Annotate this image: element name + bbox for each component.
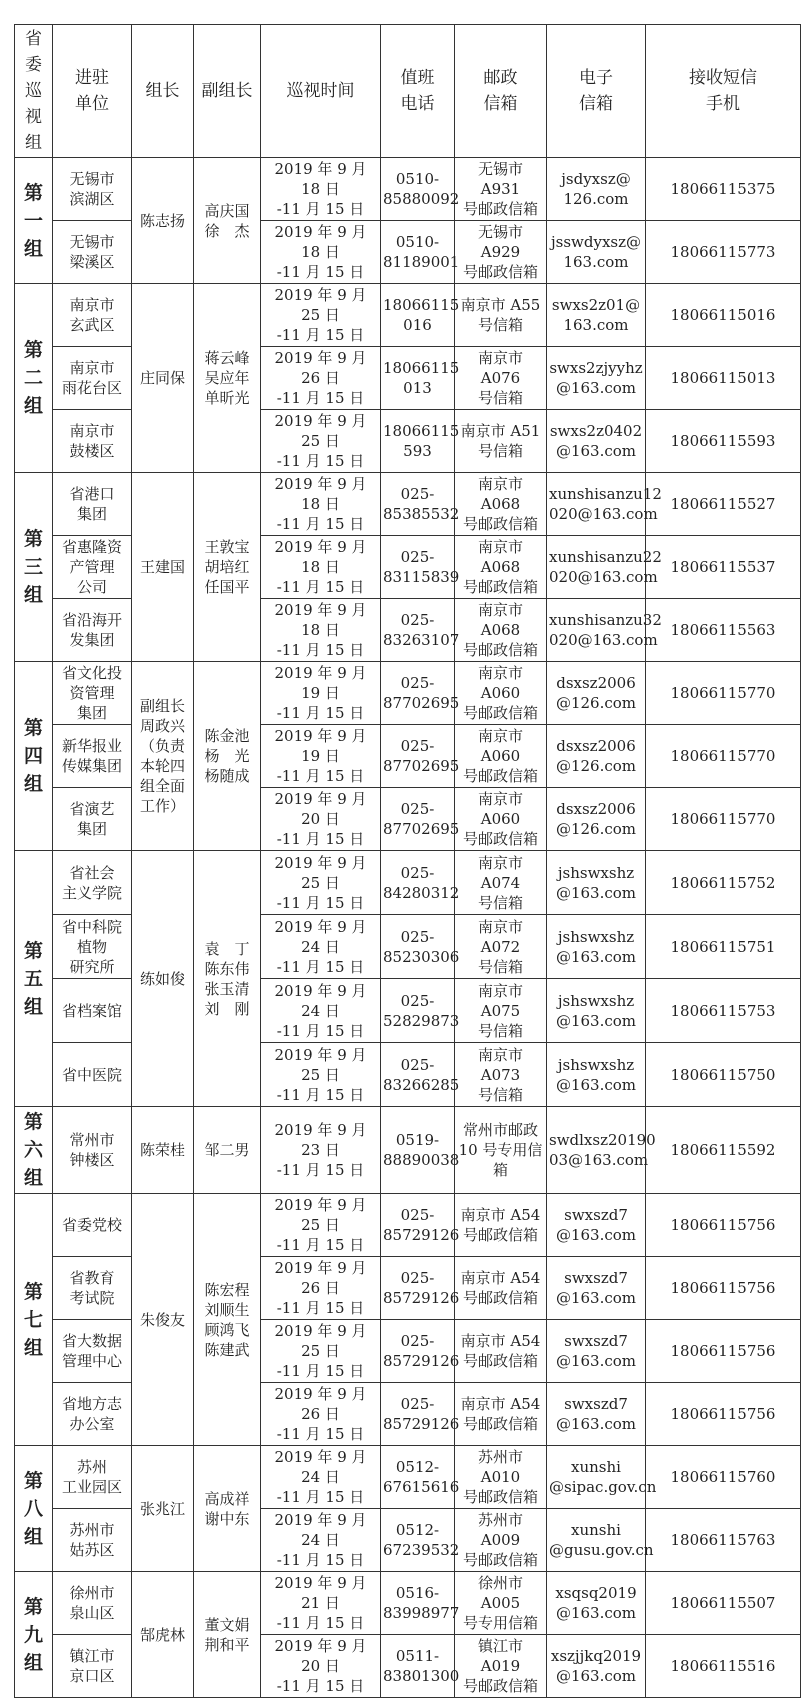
email-cell: xunshisanzu32 020@163.com [547, 599, 646, 662]
sms-cell: 18066115756 [646, 1320, 801, 1383]
header-email: 电子 信箱 [547, 25, 646, 158]
unit-cell: 无锡市 滨湖区 [53, 158, 132, 221]
table-row [15, 158, 801, 221]
deputy-cell: 王敦宝 胡培红 任国平 [194, 473, 261, 662]
leader-cell: 郜虎林 [132, 1572, 194, 1698]
phone-cell: 025- 87702695 [381, 788, 455, 851]
header-leader: 组长 [132, 25, 194, 158]
phone-cell: 18066115 013 [381, 347, 455, 410]
time-cell: 2019 年 9 月 18 日 -11 月 15 日 [261, 536, 381, 599]
email-cell: jsdyxsz@ 126.com [547, 158, 646, 221]
email-cell: swxs2z01@ 163.com [547, 284, 646, 347]
time-cell: 2019 年 9 月 18 日 -11 月 15 日 [261, 599, 381, 662]
unit-cell: 南京市 雨花台区 [53, 347, 132, 410]
sms-cell: 18066115537 [646, 536, 801, 599]
time-cell: 2019 年 9 月 26 日 -11 月 15 日 [261, 1383, 381, 1446]
unit-cell: 镇江市 京口区 [53, 1635, 132, 1698]
time-cell: 2019 年 9 月 24 日 -11 月 15 日 [261, 1446, 381, 1509]
email-cell: jshswxshz @163.com [547, 851, 646, 915]
phone-cell: 0510- 85880092 [381, 158, 455, 221]
email-cell: swxszd7 @163.com [547, 1257, 646, 1320]
unit-cell: 新华报业 传媒集团 [53, 725, 132, 788]
header-deputy: 副组长 [194, 25, 261, 158]
unit-cell: 南京市 玄武区 [53, 284, 132, 347]
unit-cell: 省沿海开 发集团 [53, 599, 132, 662]
unit-cell: 省中医院 [53, 1043, 132, 1107]
time-cell: 2019 年 9 月 18 日 -11 月 15 日 [261, 221, 381, 284]
phone-cell: 025- 87702695 [381, 725, 455, 788]
time-cell: 2019 年 9 月 19 日 -11 月 15 日 [261, 725, 381, 788]
time-cell: 2019 年 9 月 23 日 -11 月 15 日 [261, 1107, 381, 1194]
deputy-cell: 陈宏程 刘顺生 顾鸿飞 陈建武 [194, 1194, 261, 1446]
email-cell: xunshisanzu22 020@163.com [547, 536, 646, 599]
group-name: 第 八 组 [15, 1446, 53, 1572]
group-name: 第 四 组 [15, 662, 53, 851]
unit-cell: 省社会 主义学院 [53, 851, 132, 915]
leader-cell: 副组长 周政兴 （负责 本轮四 组全面 工作） [132, 662, 194, 851]
sms-cell: 18066115750 [646, 1043, 801, 1107]
phone-cell: 025- 85729126 [381, 1320, 455, 1383]
unit-cell: 省中科院 植物 研究所 [53, 915, 132, 979]
postbox-cell: 南京市 A074 号信箱 [455, 851, 547, 915]
header-phone: 值班 电话 [381, 25, 455, 158]
leader-cell: 陈志扬 [132, 158, 194, 284]
deputy-cell: 蒋云峰 吴应年 单昕光 [194, 284, 261, 473]
postbox-cell: 徐州市 A005 号专用信箱 [455, 1572, 547, 1635]
postbox-cell: 无锡市 A931 号邮政信箱 [455, 158, 547, 221]
group-name: 第 三 组 [15, 473, 53, 662]
header-time: 巡视时间 [261, 25, 381, 158]
postbox-cell: 南京市 A55 号信箱 [455, 284, 547, 347]
sms-cell: 18066115563 [646, 599, 801, 662]
email-cell: xunshisanzu12 020@163.com [547, 473, 646, 536]
postbox-cell: 南京市 A51 号信箱 [455, 410, 547, 473]
postbox-cell: 南京市 A54 号邮政信箱 [455, 1194, 547, 1257]
time-cell: 2019 年 9 月 26 日 -11 月 15 日 [261, 347, 381, 410]
deputy-cell: 邹二男 [194, 1107, 261, 1194]
phone-cell: 025- 87702695 [381, 662, 455, 725]
phone-cell: 025- 83115839 [381, 536, 455, 599]
table-row [15, 473, 801, 536]
sms-cell: 18066115752 [646, 851, 801, 915]
postbox-cell: 南京市 A54 号邮政信箱 [455, 1320, 547, 1383]
email-cell: swxszd7 @163.com [547, 1194, 646, 1257]
table-row [15, 1107, 801, 1194]
phone-cell: 025- 85729126 [381, 1194, 455, 1257]
unit-cell: 省档案馆 [53, 979, 132, 1043]
sms-cell: 18066115773 [646, 221, 801, 284]
postbox-cell: 南京市 A060 号邮政信箱 [455, 725, 547, 788]
time-cell: 2019 年 9 月 18 日 -11 月 15 日 [261, 473, 381, 536]
postbox-cell: 南京市 A060 号邮政信箱 [455, 788, 547, 851]
postbox-cell: 南京市 A073 号信箱 [455, 1043, 547, 1107]
time-cell: 2019 年 9 月 20 日 -11 月 15 日 [261, 788, 381, 851]
sms-cell: 18066115756 [646, 1194, 801, 1257]
email-cell: xszjjkq2019 @163.com [547, 1635, 646, 1698]
sms-cell: 18066115770 [646, 662, 801, 725]
leader-cell: 庄同保 [132, 284, 194, 473]
phone-cell: 025- 85385532 [381, 473, 455, 536]
time-cell: 2019 年 9 月 26 日 -11 月 15 日 [261, 1257, 381, 1320]
unit-cell: 省委党校 [53, 1194, 132, 1257]
phone-cell: 025- 85729126 [381, 1257, 455, 1320]
time-cell: 2019 年 9 月 18 日 -11 月 15 日 [261, 158, 381, 221]
email-cell: jshswxshz @163.com [547, 979, 646, 1043]
sms-cell: 18066115756 [646, 1257, 801, 1320]
leader-cell: 练如俊 [132, 851, 194, 1107]
postbox-cell: 苏州市 A009 号邮政信箱 [455, 1509, 547, 1572]
time-cell: 2019 年 9 月 25 日 -11 月 15 日 [261, 410, 381, 473]
time-cell: 2019 年 9 月 24 日 -11 月 15 日 [261, 979, 381, 1043]
header-postbox: 邮政 信箱 [455, 25, 547, 158]
sms-cell: 18066115763 [646, 1509, 801, 1572]
time-cell: 2019 年 9 月 25 日 -11 月 15 日 [261, 1320, 381, 1383]
email-cell: jshswxshz @163.com [547, 1043, 646, 1107]
sms-cell: 18066115760 [646, 1446, 801, 1509]
deputy-cell: 董文娟 荆和平 [194, 1572, 261, 1698]
group-name: 第 五 组 [15, 851, 53, 1107]
sms-cell: 18066115753 [646, 979, 801, 1043]
sms-cell: 18066115375 [646, 158, 801, 221]
email-cell: xunshi @sipac.gov.cn [547, 1446, 646, 1509]
postbox-cell: 南京市 A068 号邮政信箱 [455, 536, 547, 599]
phone-cell: 025- 85230306 [381, 915, 455, 979]
table-body [15, 158, 801, 1698]
header-unit: 进驻 单位 [53, 25, 132, 158]
postbox-cell: 镇江市 A019 号邮政信箱 [455, 1635, 547, 1698]
time-cell: 2019 年 9 月 25 日 -11 月 15 日 [261, 284, 381, 347]
leader-cell: 陈荣桂 [132, 1107, 194, 1194]
postbox-cell: 南京市 A072 号信箱 [455, 915, 547, 979]
email-cell: swxszd7 @163.com [547, 1383, 646, 1446]
phone-cell: 18066115 016 [381, 284, 455, 347]
header-group: 省 委 巡 视 组 [15, 25, 53, 158]
table-row [15, 1194, 801, 1257]
group-name: 第 六 组 [15, 1107, 53, 1194]
deputy-cell: 高庆国 徐 杰 [194, 158, 261, 284]
email-cell: swxszd7 @163.com [547, 1320, 646, 1383]
postbox-cell: 南京市 A54 号邮政信箱 [455, 1383, 547, 1446]
leader-cell: 朱俊友 [132, 1194, 194, 1446]
header-sms: 接收短信 手机 [646, 25, 801, 158]
table-row [15, 662, 801, 725]
phone-cell: 0516- 83998977 [381, 1572, 455, 1635]
sms-cell: 18066115770 [646, 788, 801, 851]
unit-cell: 省演艺 集团 [53, 788, 132, 851]
phone-cell: 0511- 83801300 [381, 1635, 455, 1698]
phone-cell: 0512- 67239532 [381, 1509, 455, 1572]
unit-cell: 省港口 集团 [53, 473, 132, 536]
deputy-cell: 袁 丁 陈东伟 张玉清 刘 刚 [194, 851, 261, 1107]
sms-cell: 18066115770 [646, 725, 801, 788]
email-cell: dsxsz2006 @126.com [547, 725, 646, 788]
deputy-cell: 陈金池 杨 光 杨随成 [194, 662, 261, 851]
phone-cell: 0510- 81189001 [381, 221, 455, 284]
phone-cell: 025- 83266285 [381, 1043, 455, 1107]
email-cell: swxs2z0402 @163.com [547, 410, 646, 473]
email-cell: jsswdyxsz@ 163.com [547, 221, 646, 284]
email-cell: dsxsz2006 @126.com [547, 662, 646, 725]
group-name: 第 九 组 [15, 1572, 53, 1698]
phone-cell: 0519- 88890038 [381, 1107, 455, 1194]
postbox-cell: 南京市 A54 号邮政信箱 [455, 1257, 547, 1320]
email-cell: jshswxshz @163.com [547, 915, 646, 979]
leader-cell: 张兆江 [132, 1446, 194, 1572]
postbox-cell: 无锡市 A929 号邮政信箱 [455, 221, 547, 284]
unit-cell: 省惠隆资 产管理 公司 [53, 536, 132, 599]
postbox-cell: 南京市 A060 号邮政信箱 [455, 662, 547, 725]
postbox-cell: 苏州市 A010 号邮政信箱 [455, 1446, 547, 1509]
sms-cell: 18066115016 [646, 284, 801, 347]
time-cell: 2019 年 9 月 21 日 -11 月 15 日 [261, 1572, 381, 1635]
postbox-cell: 南京市 A068 号邮政信箱 [455, 473, 547, 536]
sms-cell: 18066115593 [646, 410, 801, 473]
sms-cell: 18066115507 [646, 1572, 801, 1635]
group-name: 第 二 组 [15, 284, 53, 473]
time-cell: 2019 年 9 月 19 日 -11 月 15 日 [261, 662, 381, 725]
group-name: 第 一 组 [15, 158, 53, 284]
unit-cell: 省文化投 资管理 集团 [53, 662, 132, 725]
sms-cell: 18066115527 [646, 473, 801, 536]
postbox-cell: 南京市 A068 号邮政信箱 [455, 599, 547, 662]
unit-cell: 常州市 钟楼区 [53, 1107, 132, 1194]
email-cell: dsxsz2006 @126.com [547, 788, 646, 851]
postbox-cell: 常州市邮政 10 号专用信 箱 [455, 1107, 547, 1194]
group-name: 第 七 组 [15, 1194, 53, 1446]
time-cell: 2019 年 9 月 25 日 -11 月 15 日 [261, 1194, 381, 1257]
leader-cell: 王建国 [132, 473, 194, 662]
time-cell: 2019 年 9 月 25 日 -11 月 15 日 [261, 851, 381, 915]
sms-cell: 18066115756 [646, 1383, 801, 1446]
time-cell: 2019 年 9 月 20 日 -11 月 15 日 [261, 1635, 381, 1698]
phone-cell: 025- 83263107 [381, 599, 455, 662]
phone-cell: 18066115 593 [381, 410, 455, 473]
phone-cell: 025- 84280312 [381, 851, 455, 915]
time-cell: 2019 年 9 月 24 日 -11 月 15 日 [261, 1509, 381, 1572]
unit-cell: 省教育 考试院 [53, 1257, 132, 1320]
sms-cell: 18066115516 [646, 1635, 801, 1698]
deputy-cell: 高成祥 谢中东 [194, 1446, 261, 1572]
sms-cell: 18066115013 [646, 347, 801, 410]
email-cell: swxs2zjyyhz @163.com [547, 347, 646, 410]
unit-cell: 省大数据 管理中心 [53, 1320, 132, 1383]
unit-cell: 徐州市 泉山区 [53, 1572, 132, 1635]
sms-cell: 18066115751 [646, 915, 801, 979]
sms-cell: 18066115592 [646, 1107, 801, 1194]
phone-cell: 0512- 67615616 [381, 1446, 455, 1509]
unit-cell: 苏州市 姑苏区 [53, 1509, 132, 1572]
email-cell: xunshi @gusu.gov.cn [547, 1509, 646, 1572]
time-cell: 2019 年 9 月 25 日 -11 月 15 日 [261, 1043, 381, 1107]
table-row [15, 851, 801, 915]
unit-cell: 无锡市 梁溪区 [53, 221, 132, 284]
unit-cell: 苏州 工业园区 [53, 1446, 132, 1509]
phone-cell: 025- 52829873 [381, 979, 455, 1043]
unit-cell: 南京市 鼓楼区 [53, 410, 132, 473]
table-row [15, 1572, 801, 1635]
header-row [15, 25, 801, 158]
table-row [15, 1446, 801, 1509]
phone-cell: 025- 85729126 [381, 1383, 455, 1446]
unit-cell: 省地方志 办公室 [53, 1383, 132, 1446]
email-cell: xsqsq2019 @163.com [547, 1572, 646, 1635]
email-cell: swdlxsz20190 03@163.com [547, 1107, 646, 1194]
postbox-cell: 南京市 A075 号信箱 [455, 979, 547, 1043]
table-row [15, 284, 801, 347]
postbox-cell: 南京市 A076 号信箱 [455, 347, 547, 410]
inspection-schedule-table [14, 24, 801, 1698]
time-cell: 2019 年 9 月 24 日 -11 月 15 日 [261, 915, 381, 979]
